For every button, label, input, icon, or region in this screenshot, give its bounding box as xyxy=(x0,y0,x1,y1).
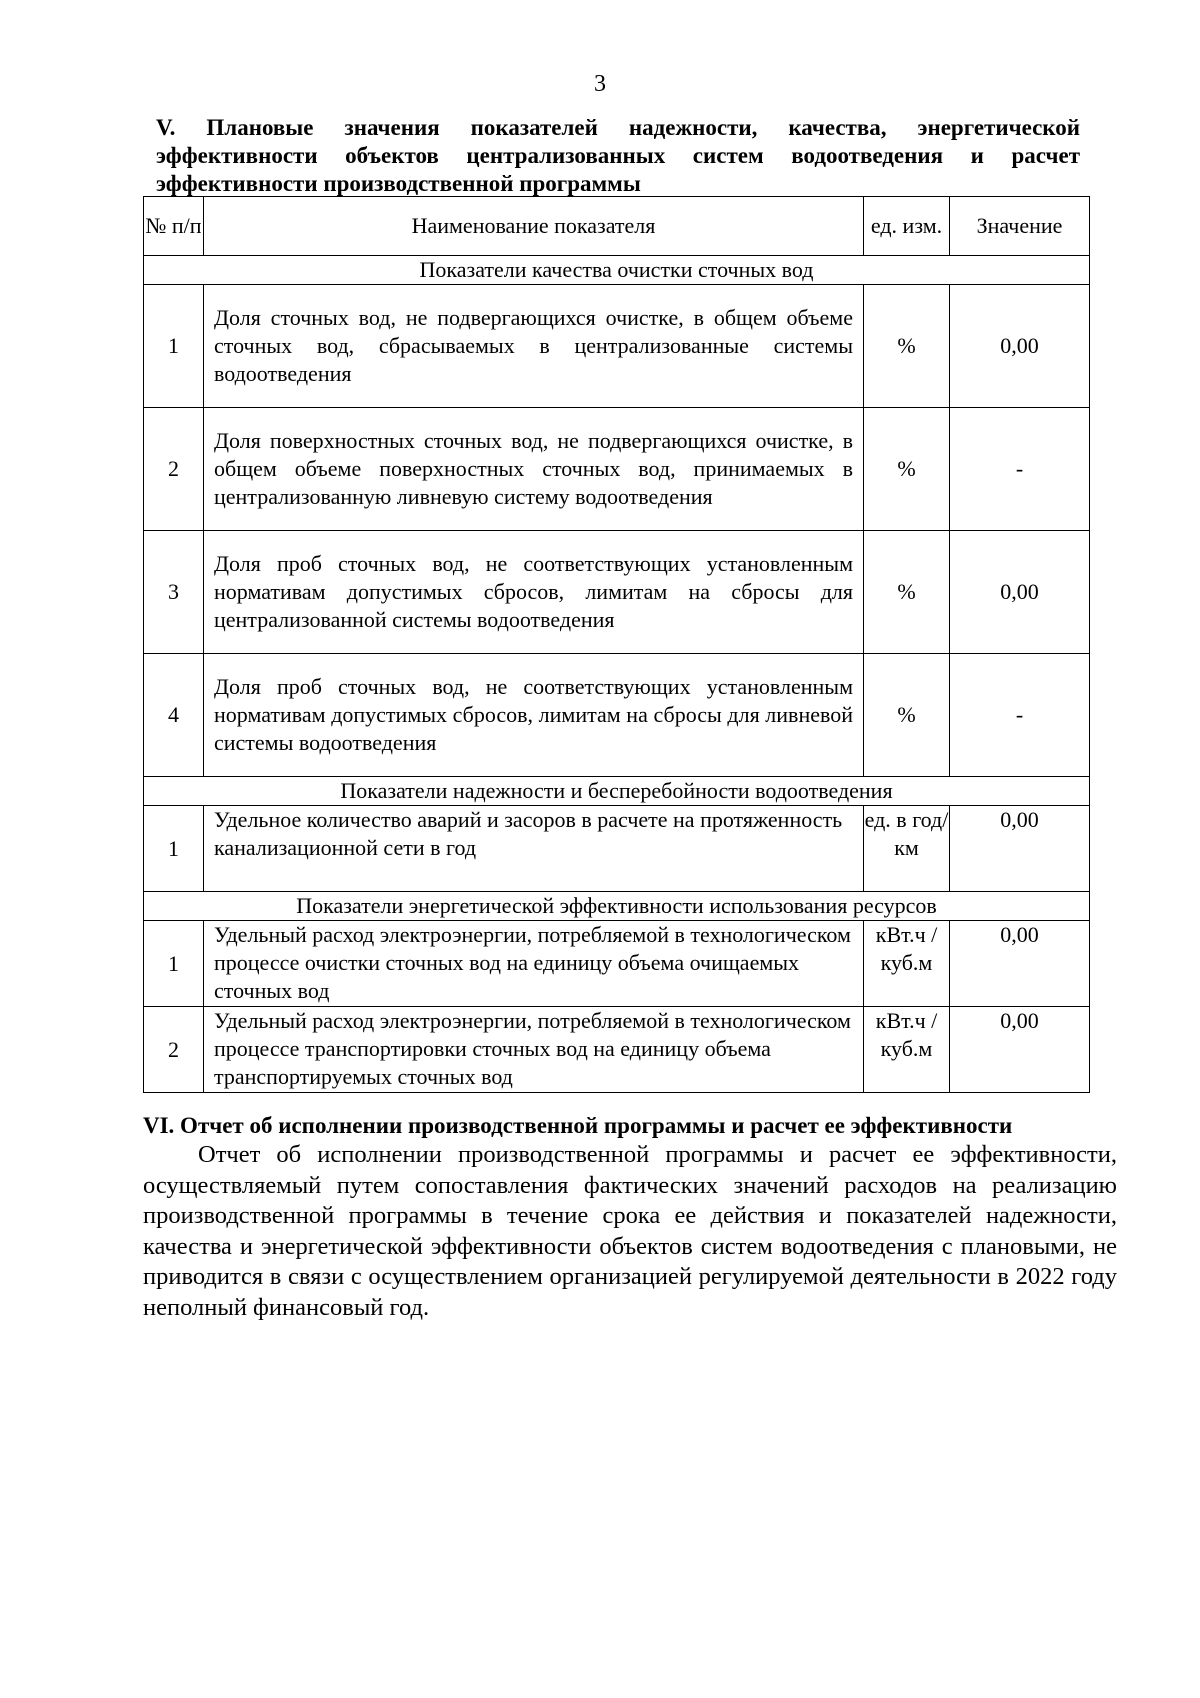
row-unit: % xyxy=(864,285,950,408)
row-unit: % xyxy=(864,654,950,777)
table-row xyxy=(144,1007,1090,1093)
group-row-energy xyxy=(144,892,1090,921)
row-name: Удельное количество аварий и засоров в расчете на протяженность канализационной сети в год xyxy=(204,806,864,892)
table-row xyxy=(144,408,1090,531)
row-value: 0,00 xyxy=(950,921,1090,1007)
row-value: 0,00 xyxy=(950,1007,1090,1093)
row-unit: % xyxy=(864,531,950,654)
section-v-title: V. Плановые значения показателей надежности, качества, энергетической эффективности объектов централизованных систем водоотведения и расчет эффективности производственной программы xyxy=(156,115,1080,196)
row-name: Доля проб сточных вод, не соответствующих установленным нормативам допустимых сбросов, лимитам на сбросы для централизованной системы водоотведения xyxy=(204,531,864,654)
row-unit: кВт.ч / куб.м xyxy=(864,1007,950,1093)
row-name: Удельный расход электроэнергии, потребляемой в технологическом процессе очистки сточных вод на единицу объема очищаемых сточных вод xyxy=(204,921,864,1007)
header-unit: ед. изм. xyxy=(864,197,950,256)
row-num: 1 xyxy=(144,806,204,892)
row-num: 1 xyxy=(144,921,204,1007)
group-title: Показатели надежности и бесперебойности водоотведения xyxy=(144,777,1090,806)
table-row xyxy=(144,285,1090,408)
row-value: 0,00 xyxy=(950,806,1090,892)
header-name: Наименование показателя xyxy=(204,197,864,256)
table-row xyxy=(144,531,1090,654)
row-value: 0,00 xyxy=(950,285,1090,408)
row-value: 0,00 xyxy=(950,531,1090,654)
row-unit: ед. в год/ км xyxy=(864,806,950,892)
row-num: 2 xyxy=(144,1007,204,1093)
header-value: Значение xyxy=(950,197,1090,256)
table-header-row xyxy=(144,197,1090,256)
table-row xyxy=(144,806,1090,892)
section-vi-body: Отчет об исполнении производственной программы и расчет ее эффективности, осуществляемый путем сопоставления фактических значений расходов на реализацию производственной программы в течение срока ее действия и показателей надежности, качества и энергетической эффективности объектов систем водоотведения с плановыми, не приводится в связи с осуществлением организацией регулируемой деятельности в 2022 году неполный финансовый год. xyxy=(143,1141,1117,1321)
row-value: - xyxy=(950,408,1090,531)
table-row xyxy=(144,654,1090,777)
table-row xyxy=(144,921,1090,1007)
row-unit: кВт.ч / куб.м xyxy=(864,921,950,1007)
section-vi-title: VI. Отчет об исполнении производственной программы и расчет ее эффективности xyxy=(143,1113,1013,1138)
row-value: - xyxy=(950,654,1090,777)
page-number: 3 xyxy=(594,71,606,97)
row-name: Доля поверхностных сточных вод, не подвергающихся очистке, в общем объеме поверхностных сточных вод, принимаемых в централизованную ливневую систему водоотведения xyxy=(204,408,864,531)
row-num: 3 xyxy=(144,531,204,654)
row-num: 2 xyxy=(144,408,204,531)
header-num: № п/п xyxy=(144,197,204,256)
row-name: Доля проб сточных вод, не соответствующих установленным нормативам допустимых сбросов, лимитам на сбросы для ливневой системы водоотведения xyxy=(204,654,864,777)
row-num: 4 xyxy=(144,654,204,777)
group-title: Показатели качества очистки сточных вод xyxy=(144,256,1090,285)
indicators-table xyxy=(143,196,1090,1093)
row-name: Удельный расход электроэнергии, потребляемой в технологическом процессе транспортировки сточных вод на единицу объема транспортируемых сточных вод xyxy=(204,1007,864,1093)
group-title: Показатели энергетической эффективности использования ресурсов xyxy=(144,892,1090,921)
row-unit: % xyxy=(864,408,950,531)
group-row-quality xyxy=(144,256,1090,285)
row-name: Доля сточных вод, не подвергающихся очистке, в общем объеме сточных вод, сбрасываемых в централизованные системы водоотведения xyxy=(204,285,864,408)
group-row-reliability xyxy=(144,777,1090,806)
row-num: 1 xyxy=(144,285,204,408)
